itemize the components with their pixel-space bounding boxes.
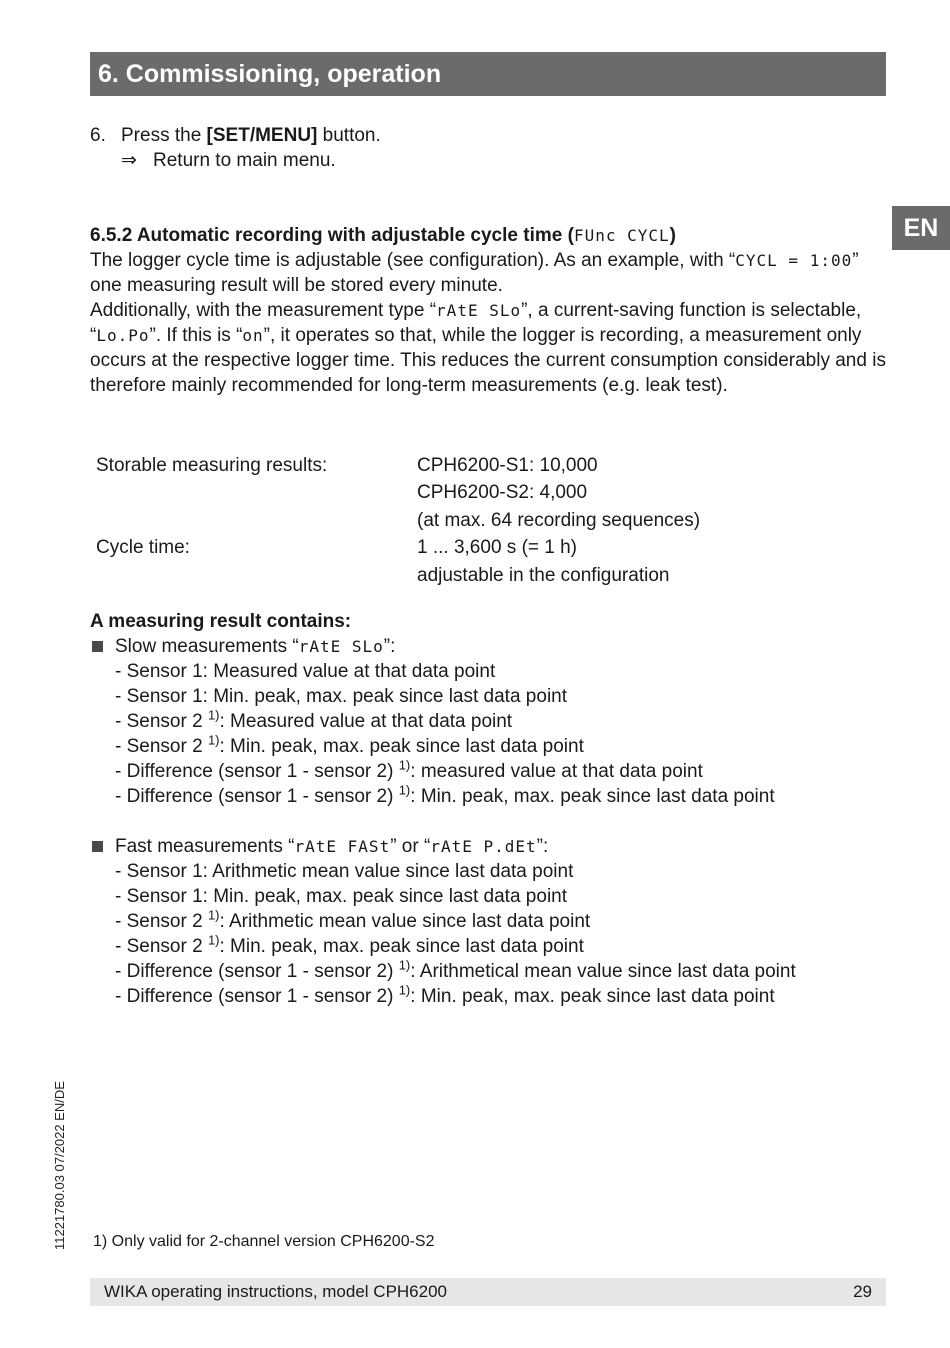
spec-label: Cycle time: [96,537,190,559]
spec-row [90,452,700,534]
footnote-ref: 1) [398,757,411,773]
paragraph-current-saving: Additionally, with the measurement type “rAtE SLo”, a current-saving function is selectable, “Lo.Po”. If this is “on”, it operates so that, while the logger is recording, a measurement only occurs at the respective logger time. This reduces the current consumption considerably and is therefore mainly recommended for long-term measurements (e.g. leak test). [90,300,886,396]
step-number: 6. [90,125,106,146]
document-code: 11221780.03 07/2022 EN/DE [52,1081,67,1250]
list-item: - Sensor 2 $^{1)}$: Measured value at that data point [115,707,513,732]
footnote-ref: 1) [398,957,411,973]
fast-items [90,859,890,1009]
step-text: Press the [SET/MENU] button. [121,125,381,146]
spec-values: 1 ... 3,600 s (= 1 h) adjustable in the configuration [417,537,670,586]
list-item: - Sensor 1: Arithmetic mean value since last data point [115,861,574,882]
list-item: - Sensor 2 $^{1)}$: Arithmetic mean value since last data point [115,907,591,932]
footnote-ref: 1) [207,932,220,948]
specs-table [90,452,700,589]
list-item: - Difference (sensor 1 - sensor 2) $^{1)}$: Min. peak, max. peak since last data point [115,982,775,1007]
bullet-slow-measurements: Slow measurements “rAtE SLo”: [90,634,890,659]
bullet-square-icon [90,634,115,659]
list-item: - Sensor 1: Min. peak, max. peak since last data point [115,686,568,707]
footer-title: WIKA operating instructions, model CPH6200 [104,1282,448,1301]
contains-heading: A measuring result contains: [90,611,352,632]
paragraph-cycle-time: The logger cycle time is adjustable (see configuration). As an example, with “CYCL = 1:00” one measuring result will be stored every minute. [90,250,859,296]
slow-items [90,659,890,809]
page-footer [90,1278,886,1306]
footnote-ref: 1) [207,732,220,748]
measuring-result-contents [90,609,890,1009]
section-6-5-2 [90,223,890,398]
list-item: - Difference (sensor 1 - sensor 2) $^{1)}$: Arithmetical mean value since last data point [115,957,796,982]
step-result: Return to main menu. [153,150,336,171]
step-6 [90,123,381,173]
footnote-ref: 1) [398,782,411,798]
spec-label: Storable measuring results: [96,455,328,476]
list-item: - Sensor 1: Min. peak, max. peak since last data point [115,886,568,907]
list-item: - Difference (sensor 1 - sensor 2) $^{1)}$: Min. peak, max. peak since last data point [115,782,775,807]
bullet-fast-measurements: Fast measurements “rAtE FASt” or “rAtE P.dEt”: [90,834,890,859]
list-item: - Sensor 1: Measured value at that data point [115,661,496,682]
list-item: - Difference (sensor 1 - sensor 2) $^{1)}$: measured value at that data point [115,757,703,782]
footnote-ref: 1) [207,907,220,923]
bullet-square-icon [90,834,115,859]
list-item: - Sensor 2 $^{1)}$: Min. peak, max. peak since last data point [115,932,584,957]
spec-values: CPH6200-S1: 10,000 CPH6200-S2: 4,000 (at max. 64 recording sequences) [417,455,701,531]
footnote: 1) Only valid for 2-channel version CPH6200-S2 [93,1233,435,1250]
chapter-header: 6. Commissioning, operation [90,52,886,96]
footnote-ref: 1) [207,707,220,723]
result-arrow-icon: ⇒ [121,150,137,171]
spec-row [90,534,700,589]
section-heading: 6.5.2 Automatic recording with adjustable cycle time (FUnc CYCL) [90,225,676,246]
list-item: - Sensor 2 $^{1)}$: Min. peak, max. peak since last data point [115,732,584,757]
set-menu-button-ref: [SET/MENU] [206,125,318,146]
footnote-ref: 1) [398,982,411,998]
language-tab: EN [892,206,950,250]
page-number: 29 [853,1282,872,1301]
